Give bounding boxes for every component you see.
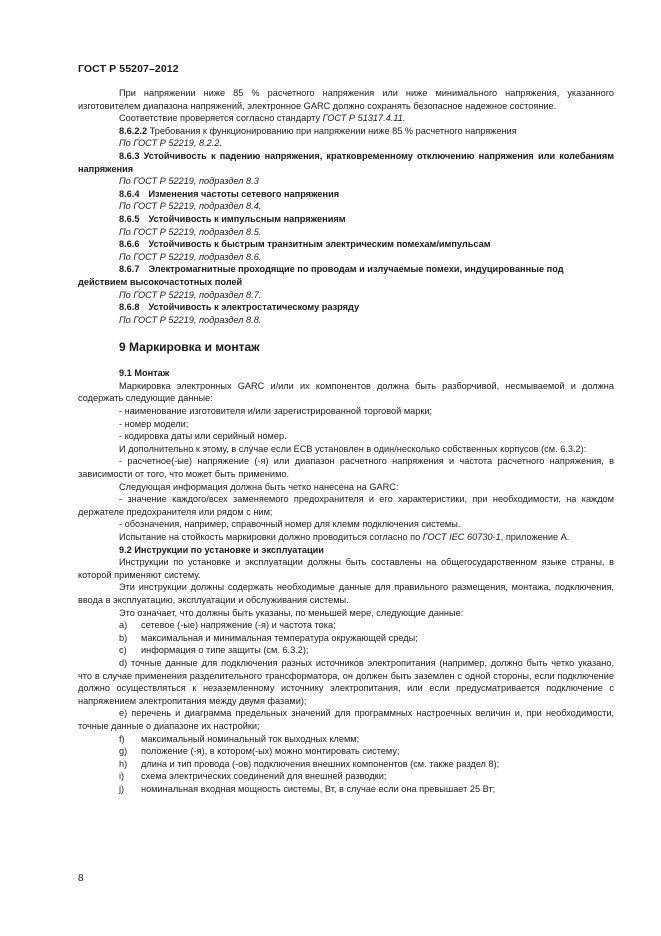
paragraph: И дополнительно к этому, в случае если ECB установлен в один/несколько собственных корпусов (см. 6.3.2):	[119, 443, 587, 454]
list-item: d) точные данные для подключения разных источников электропитания (например, должно быть четко указано, что в случае применения разделительного трансформатора, он должен быть заземлен с одной стороны, если подключение должно осуществляться к незаземленному источнику электропитания, или если предусматривается подключение с напряжением электропитания между двумя фазами);	[78, 657, 614, 706]
paragraph: При напряжении ниже 85 % расчетного напряжения или ниже минимального напряжения, указанного изготовителем диапазона напряжений, электронное GARC должно сохранять безопасное надежное состояние.	[78, 88, 614, 111]
paragraph: Испытание на стойкость маркировки должно проводиться согласно по ГОСТ IEC 60730-1, приложение А.	[119, 532, 570, 542]
list-item: f) максимальный номинальный ток выходных клемм;	[119, 733, 360, 744]
list-item: g) положение (-я), в котором(-ых) можно монтировать систему;	[119, 746, 400, 757]
list-item: c) информация о типе защиты (см. 6.3.2);	[119, 645, 309, 656]
list-item: j) номинальная входная мощность системы, Вт, в случае если она превышает 25 Вт;	[119, 783, 496, 794]
clause-9-2-heading: 9.2 Инструкции по установке и эксплуатации	[119, 544, 324, 555]
clause-reference: По ГОСТ Р 52219, подраздел 8.3	[119, 176, 259, 187]
paragraph: Эти инструкции должны содержать необходимые данные для правильного размещения, монтажа, подключения, ввода в эксплуатацию, эксплуатации и обслуживания системы.	[78, 582, 614, 605]
document-header: ГОСТ Р 55207–2012	[78, 63, 179, 75]
list-item: e) перечень и диаграмма предельных значений для программных настроечных величин и, при необходимости, точные данные о диапазоне их настройки;	[78, 708, 614, 731]
list-item: - значение каждого/всех заменяемого предохранителя и его характеристики, при необходимости, на каждом держателе предохранителя или рядом с ним;	[78, 494, 614, 517]
clause-8-6-7-heading: 8.6.7 Электромагнитные проходящие по проводам и излучаемые помехи, индуцированные под действием высокочастотных полей	[78, 264, 564, 287]
page-number: 8	[78, 873, 84, 884]
list-item: i) схема электрических соединений для внешней разводки;	[119, 771, 387, 782]
clause-reference: По ГОСТ Р 52219, 8.2.2.	[119, 138, 222, 149]
clause-8-6-2-2: 8.6.2.2 Требования к функционированию при напряжении ниже 85 % расчетного напряжения	[119, 125, 517, 136]
clause-reference: По ГОСТ Р 52219, подраздел 8.5.	[119, 226, 262, 237]
paragraph: Следующая информация должна быть четко нанесена на GARC:	[119, 481, 399, 492]
clause-8-6-4-heading: 8.6.4 Изменения частоты сетевого напряжения	[119, 188, 340, 199]
list-item: - наименование изготовителя и/или зарегистрированной торговой марки;	[119, 406, 433, 417]
clause-9-1-heading: 9.1 Монтаж	[119, 368, 170, 379]
list-item: - расчетное(-ые) напряжение (-я) или диапазон расчетного напряжения и частота расчетного напряжения, в зависимости от того, что может быть применимо.	[78, 456, 614, 480]
clause-reference: По ГОСТ Р 52219, подраздел 8.4.	[119, 201, 262, 212]
clause-8-6-5-heading: 8.6.5 Устойчивость к импульсным напряжениям	[119, 213, 346, 224]
list-item: - номер модели;	[119, 418, 189, 429]
clause-8-6-3-heading: 8.6.3 Устойчивость к падению напряжения, кратковременному отключению напряжения или колебаниям напряжения	[78, 150, 614, 174]
clause-reference: По ГОСТ Р 52219, подраздел 8.8.	[119, 314, 262, 325]
clause-8-6-6-heading: 8.6.6 Устойчивость к быстрым транзитным электрическим помехам/импульсам	[119, 239, 491, 250]
paragraph: Это означает, что должны быть указаны, по меньшей мере, следующие данные:	[119, 607, 464, 618]
clause-8-6-8-heading: 8.6.8 Устойчивость к электростатическому разряду	[119, 302, 360, 313]
section-9-heading: 9 Маркировка и монтаж	[119, 340, 260, 355]
paragraph: Маркировка электронных GARC и/или их компонентов должна быть разборчивой, несмываемой и должна содержать следующие данные:	[78, 380, 614, 404]
paragraph: Инструкции по установке и эксплуатации должны быть составлены на общегосударственном языке страны, в которой применяют систему.	[78, 557, 614, 580]
page-content	[78, 87, 614, 795]
clause-reference: По ГОСТ Р 52219, подраздел 8.7.	[119, 289, 262, 300]
list-item: h) длина и тип провода (-ов) подключения внешних компонентов (см. также раздел 8);	[119, 758, 500, 769]
paragraph: Соответствие проверяется согласно стандарту ГОСТ Р 51317.4.11.	[119, 113, 406, 124]
list-item: - обозначения, например, справочный номер для клемм подключения системы.	[119, 519, 461, 530]
list-item: - кодировка даты или серийный номер.	[119, 431, 287, 442]
list-item: b) максимальная и минимальная температура окружающей среды;	[119, 632, 418, 643]
list-item: a) сетевое (-ые) напряжение (-я) и частота тока;	[119, 620, 336, 631]
clause-reference: По ГОСТ Р 52219, подраздел 8.6.	[119, 251, 262, 262]
